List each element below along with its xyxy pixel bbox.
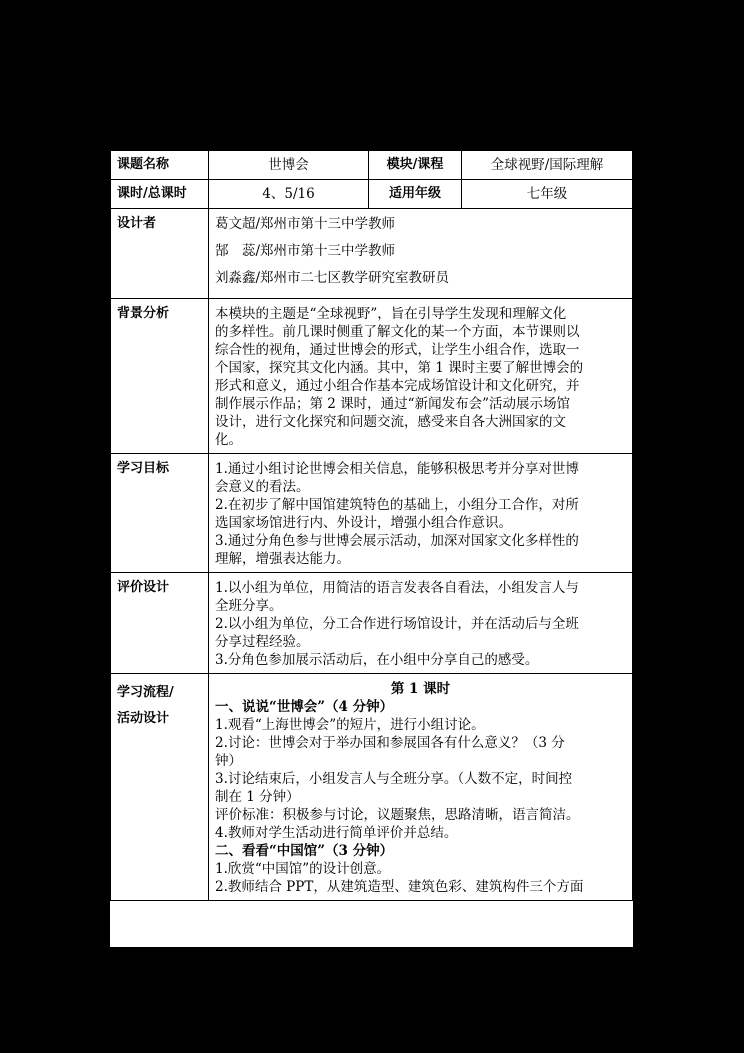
hours-value: 4、5/16 — [209, 180, 369, 209]
header-row-2 — [111, 180, 633, 209]
lesson-title: 第 1 课时 — [390, 681, 451, 697]
section-1-title: 一、说说“世博会”（4 分钟） — [215, 699, 394, 715]
flow-row — [111, 674, 633, 901]
evaluation-label: 评价设计 — [111, 573, 209, 674]
course-name-value: 世博会 — [209, 151, 369, 180]
designer-item: 葛文超/郑州市第十三中学教师 — [215, 216, 396, 232]
designer-item: 刘淼鑫/郑州市二七区教学研究室教研员 — [215, 270, 450, 286]
objectives-row — [111, 454, 633, 573]
objectives-label: 学习目标 — [111, 454, 209, 573]
header-row-1 — [111, 151, 633, 180]
background-row — [111, 299, 633, 454]
evaluation-text: 1.以小组为单位，用简洁的语言发表各自看法，小组发言人与 全班分享。 2.以小组为单位，分工合作进行场馆设计，并在活动后与全班 分享过程经验。 3.分角色参加展示活动后，在小组中分享自己的感受。 — [209, 573, 633, 674]
section-2-title: 二、看看“中国馆”（3 分钟） — [215, 843, 394, 859]
flow-label: 学习流程/ 活动设计 — [111, 674, 209, 901]
hours-label: 课时/总课时 — [111, 180, 209, 209]
background-label: 背景分析 — [111, 299, 209, 454]
module-value: 全球视野/国际理解 — [462, 151, 633, 180]
flow-text: 第 1 课时 一、说说“世博会”（4 分钟） 1.观看“上海世博会”的短片，进行小组讨论。 2.讨论：世博会对于举办国和参展国各有什么意义？（3 分 钟） 3.讨论结束后，小组发言人与全班分享。（人数不定，时间控 制在 1 分钟） 评价标准：积极参与讨论，议题聚焦，思路清晰，语言简洁。 4.教师对学生活动进行简单评价并总结。 二、看看“中国馆”（3 分钟） 1.欣赏“中国馆”的设计创意。 2.教师结合 PPT，从建筑造型、建筑色彩、建筑构件三个方面 — [209, 674, 633, 901]
designers-row — [111, 209, 633, 299]
course-name-label: 课题名称 — [111, 151, 209, 180]
grade-label: 适用年级 — [369, 180, 462, 209]
designers-label: 设计者 — [111, 209, 209, 299]
grade-value: 七年级 — [462, 180, 633, 209]
designer-item: 郜 蕊/郑州市第十三中学教师 — [215, 243, 396, 259]
lesson-plan-table — [110, 150, 633, 901]
background-text: 本模块的主题是“全球视野”，旨在引导学生发现和理解文化 的多样性。前几课时侧重了解文化的某一个方面，本节课则以 综合性的视角，通过世博会的形式，让学生小组合作，选取一 个国家，探究其文化内涵。其中，第 1 课时主要了解世博会的 形式和意义，通过小组合作基本完成场馆设计和文化研究，并 制作展示作品；第 2 课时，通过“新闻发布会”活动展示场馆 设计，进行文化探究和问题交流，感受来自各大洲国家的文 化。 — [209, 299, 633, 454]
evaluation-row — [111, 573, 633, 674]
designers-list — [209, 209, 633, 299]
lesson-plan-page — [110, 150, 633, 947]
module-label: 模块/课程 — [369, 151, 462, 180]
objectives-text: 1.通过小组讨论世博会相关信息，能够积极思考并分享对世博 会意义的看法。 2.在初步了解中国馆建筑特色的基础上，小组分工合作，对所 选国家场馆进行内、外设计，增强小组合作意识。 3.通过分角色参与世博会展示活动，加深对国家文化多样性的 理解，增强表达能力。 — [209, 454, 633, 573]
